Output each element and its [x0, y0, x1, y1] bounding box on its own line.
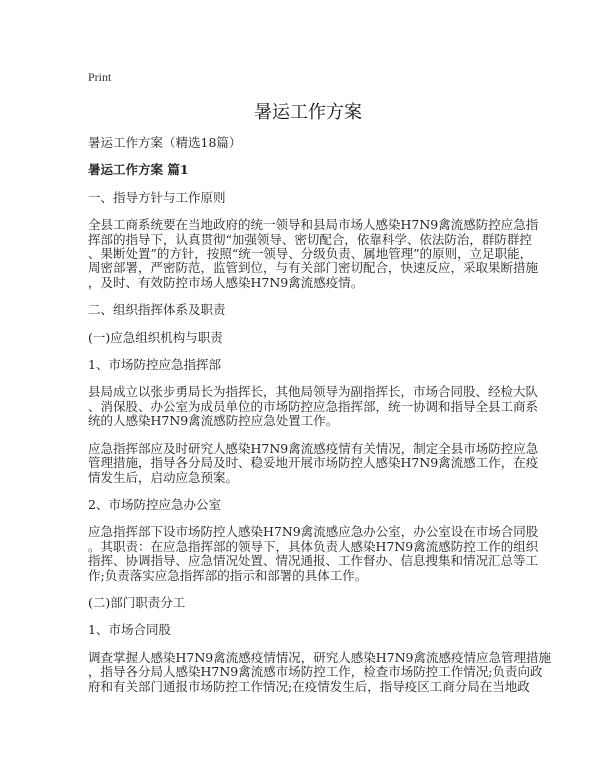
document-body	[88, 189, 551, 694]
text-line: 指挥、协调指导、应急情况处置、情况通报、工作督办、信息搜集和情况汇总等工	[88, 553, 539, 569]
paragraph	[88, 303, 528, 317]
text-line: ，指导各分局人感染H7N9禽流感市场防控工作，检查市场防控工作情况;负责向政	[88, 664, 543, 680]
text-line: 1、市场合同股	[88, 622, 171, 638]
text-line: 管理措施，指导各分局及时、稳妥地开展市场防控人感染H7N9禽流感工作，在疫	[88, 455, 539, 471]
paragraph	[88, 623, 528, 637]
text-line: 、果断处置”的方针，按照“统一领导、分级负责、属地管理”的原则，立足职能，	[88, 246, 533, 262]
text-line: 应急指挥部应及时研究人感染H7N9禽流感疫情有关情况，制定全县市场防控应急	[88, 440, 539, 456]
paragraph	[88, 498, 528, 512]
text-line: 调查掌握人感染H7N9禽流感疫情情况，研究人感染H7N9禽流感疫情应急管理措施	[88, 649, 551, 665]
text-line: 周密部署，严密防范，监管到位，与有关部门密切配合，快速反应，采取果断措施	[88, 260, 539, 276]
paragraph	[88, 384, 539, 429]
text-line: 府和有关部门通报市场防控工作情况;在疫情发生后，指导疫区工商分局在当地政	[88, 678, 530, 694]
paragraph	[88, 596, 528, 610]
text-line: 。其职责：在应急指挥部的领导下，具体负责人感染H7N9禽流感防控工作的组织	[88, 538, 539, 554]
text-line: 统的人感染H7N9禽流感防控应急处置工作。	[88, 413, 339, 429]
text-line: (二)部门职责分工	[88, 594, 186, 610]
paragraph	[88, 331, 528, 345]
text-line: 1、市场防控应急指挥部	[88, 357, 221, 373]
text-line: 全县工商系统要在当地政府的统一领导和县局市场人感染H7N9禽流感防控应急指	[88, 217, 539, 233]
paragraph	[88, 217, 539, 290]
paragraph	[88, 440, 539, 485]
text-line: 2、市场防控应急办公室	[88, 496, 221, 512]
print-link[interactable]: Print	[88, 70, 112, 84]
text-line: 作;负责落实应急指挥部的指示和部署的具体工作。	[88, 567, 368, 583]
text-line: 二、组织指挥体系及职责	[88, 302, 226, 318]
document-title: 暑运工作方案	[254, 102, 362, 123]
text-line: (一)应急组织机构与职责	[88, 329, 223, 345]
text-line: 县局成立以张步勇局长为指挥长，其他局领导为副指挥长，市场合同股、经检大队	[88, 384, 539, 400]
document-page	[88, 70, 551, 707]
text-line: ，及时、有效防控市场人感染H7N9禽流感疫情。	[88, 274, 364, 290]
paragraph	[88, 358, 528, 372]
paragraph	[88, 649, 551, 694]
text-line: 挥部的指导下，认真贯彻“加强领导、密切配合，依靠科学、依法防治，群防群控	[88, 231, 532, 247]
text-line: 、消保股、办公室为成员单位的市场防控应急指挥部，统一协调和指导全县工商系	[88, 398, 539, 414]
text-line: 应急指挥部下设市场防控人感染H7N9禽流感应急办公室，办公室设在市场合同股	[88, 524, 539, 540]
paragraph	[88, 191, 528, 205]
section-heading: 暑运工作方案 篇1	[88, 162, 189, 178]
document-subtitle: 暑运工作方案（精选18篇）	[88, 135, 242, 150]
text-line: 情发生后，启动应急预案。	[88, 469, 239, 485]
paragraph	[88, 524, 539, 583]
text-line: 一、指导方针与工作原则	[88, 189, 226, 205]
